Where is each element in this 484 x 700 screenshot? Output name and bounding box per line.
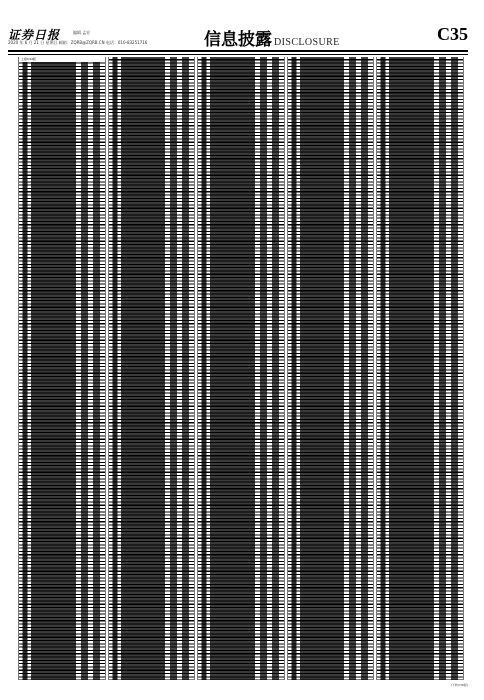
- newspaper-logo: 证券日报: [8, 28, 61, 42]
- masthead: [0, 0, 484, 50]
- table-column-1: [18, 57, 106, 680]
- header-rule-thin: [8, 54, 468, 55]
- section-title-en: DISCLOSURE: [274, 37, 340, 48]
- page-number: C35: [437, 24, 468, 44]
- table-column-2: [108, 57, 196, 680]
- table-column-3: [197, 57, 285, 680]
- section-title: [204, 25, 340, 50]
- table-column-5: [376, 57, 464, 680]
- continued-note: (下转C36版): [450, 683, 468, 687]
- table-column-4: [287, 57, 375, 680]
- date-contact-line: 2020 年 6 月 21 日 星期日 邮箱：ZQRB@ZQRB.CN 电话：010-83251716: [8, 40, 148, 45]
- continuation-note: 上接C34版: [19, 57, 105, 62]
- editor-line: 编辑 孟宏: [73, 30, 91, 35]
- disclosure-tables: [18, 57, 464, 680]
- section-title-cn: 信息披露: [204, 30, 272, 50]
- header-rule-thick: [8, 50, 468, 52]
